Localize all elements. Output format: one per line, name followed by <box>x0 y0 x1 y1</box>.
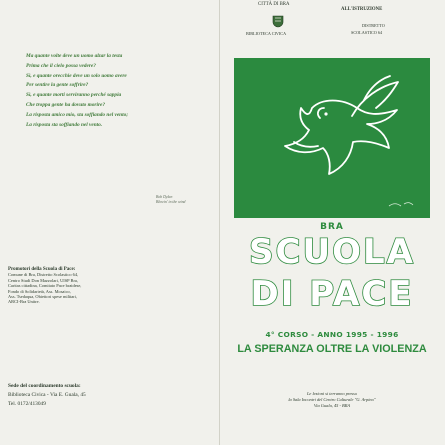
promoters-line: Fondo di Solidarietà, Ass. Mosaico, <box>8 288 71 294</box>
poem-line: Sì, e quante orecchie deve un solo uomo avere <box>26 72 127 79</box>
sede-phone: Tel. 0172/413049 <box>8 401 46 407</box>
title-line-2: DI PACE <box>250 274 414 314</box>
title-city: BRA <box>320 222 344 232</box>
venue-line-2: la Sala Incontri del Centro Culturale "G. Arpino" <box>288 396 376 402</box>
poem-author: Bob Dylan <box>156 195 173 199</box>
sede-heading: Sede del coordinamento scuola: <box>8 383 81 389</box>
dove-artwork <box>234 58 430 218</box>
fold-line <box>219 0 220 445</box>
poem-line: Ma quante volte deve un uomo alzar la testa <box>26 53 123 59</box>
promoters-heading: Promotori della Scuola di Pace: <box>8 267 76 272</box>
title-line-1: SCUOLA <box>249 232 415 272</box>
city-crest-icon <box>271 14 285 28</box>
poem-line: Prima che il cielo possa vedere? <box>26 62 96 69</box>
header-assessorato: ALL'ISTRUZIONE <box>341 7 383 12</box>
promoters-line: Ass. Tsedaqua, Obiettori spese militari, <box>8 294 77 300</box>
poem-line: La risposta sta soffiando nel vento. <box>26 121 103 128</box>
course-subtitle: 4° CORSO - ANNO 1995 - 1996 <box>265 330 399 339</box>
venue-line-1: Le lezioni si terranno presso <box>306 391 358 396</box>
header-city: CITTÀ DI BRA <box>258 2 290 7</box>
course-motto: LA SPERANZA OLTRE LA VIOLENZA <box>237 343 427 355</box>
poem-line: Per sentire la gente soffrire? <box>26 82 89 89</box>
header-distretto-2: SCOLASTICO 64 <box>351 30 383 35</box>
sede-address: Biblioteca Civica - Via E. Guala, 45 <box>8 392 86 398</box>
poem <box>26 52 216 130</box>
promoters-block <box>8 267 184 305</box>
poem-line: Che troppa gente ha dovuto morire? <box>26 101 106 108</box>
promoters-line: Centro Studi Don Mazzolari, UISP Bra, <box>8 277 78 283</box>
header-biblioteca: BIBLIOTECA CIVICA <box>246 31 287 36</box>
venue-line-3: Via Guala, 45 - BRA <box>313 402 351 408</box>
poem-signature <box>156 195 185 205</box>
poem-song: Blowin' in the wind <box>156 200 186 204</box>
sede-block <box>8 381 208 409</box>
promoters-line: Caritas cittadina, Comitato Pace braidese, <box>8 283 82 289</box>
poem-line: Sì, e quante morti serviranno perché sappia <box>26 92 122 99</box>
promoters-line: Comune di Bra, Distretto Scolastico 64, <box>8 272 79 278</box>
header-distretto-1: DISTRETTO <box>362 23 385 28</box>
poem-line: La risposta amico mio, sta soffiando nel vento; <box>26 111 129 118</box>
promoters-line: ARCI-Bra Unitre. <box>8 299 40 305</box>
venue-info <box>230 391 434 408</box>
